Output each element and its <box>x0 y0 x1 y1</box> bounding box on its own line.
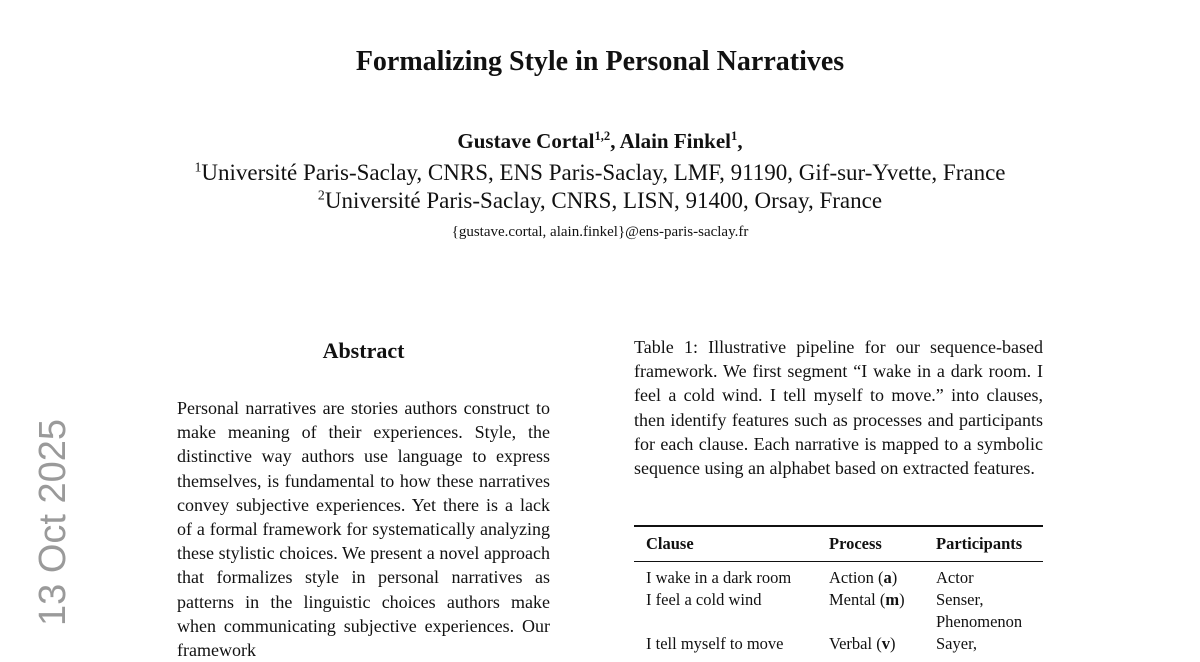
participants-cell: Sayer, <box>936 634 978 653</box>
paper-title: Formalizing Style in Personal Narratives <box>355 46 845 77</box>
author-affil-mark: 1,2 <box>594 129 611 143</box>
clause-cell: I feel a cold wind <box>646 590 762 609</box>
table-caption: Table 1: Illustrative pipeline for our sequence-based framework. We first segment “I wake in a dark room. I feel a cold wind. I tell myself to move.” into clauses, then identify features such as processes and participants for each clause. Each narrative is mapped to a symbolic sequence using an alphabet based on extracted features. <box>634 337 1043 479</box>
process-letter: a <box>883 568 892 587</box>
column-header-clause: Clause <box>634 526 817 562</box>
affiliation-mark: 2 <box>317 187 325 203</box>
process-name: Action <box>829 568 874 587</box>
affiliation-text: Université Paris-Saclay, CNRS, LISN, 91400, Orsay, France <box>324 188 883 213</box>
process-name: Mental <box>829 590 876 609</box>
pipeline-table <box>634 525 1043 655</box>
column-header-participants: Participants <box>924 526 1043 562</box>
affiliation-1 <box>0 160 1200 186</box>
table-row <box>634 589 1043 633</box>
table-row <box>634 562 1043 590</box>
author-name: Gustave Cortal <box>457 129 595 153</box>
author-email: {gustave.cortal, alain.finkel}@ens-paris-saclay.fr <box>451 224 749 240</box>
author-name: Alain Finkel <box>619 129 732 153</box>
affiliation-text: Université Paris-Saclay, CNRS, ENS Paris-Saclay, LMF, 91190, Gif-sur-Yvette, France <box>201 160 1006 185</box>
process-cell: Mental (m) <box>829 590 905 609</box>
participants-cell: Senser, Phenomenon <box>936 590 1023 631</box>
author-trailing-comma: , <box>737 129 743 153</box>
process-cell: Verbal (v) <box>829 634 896 653</box>
column-header-process: Process <box>817 526 924 562</box>
table-header-row <box>634 526 1043 562</box>
clause-cell: I wake in a dark room <box>646 568 792 587</box>
author-affil-mark: 1 <box>731 129 738 143</box>
author-separator: , <box>610 129 620 153</box>
abstract-body: Personal narratives are stories authors construct to make meaning of their experiences. Style, the distinctive way authors use language to express themselves, is fundamental to how these narratives convey subjective experiences. Yet there is a lack of a formal framework for systematically analyzing these stylistic choices. We present a novel approach that formalizes style in personal narratives as patterns in the linguistic choices authors make when communicating subjective experiences. Our framework <box>177 398 550 661</box>
participants-cell: Actor <box>936 568 974 587</box>
process-letter: v <box>881 634 890 653</box>
affiliation-2 <box>0 188 1200 214</box>
arxiv-date-watermark: 13 Oct 2025 <box>32 418 74 626</box>
clause-cell: I tell myself to move <box>646 634 784 653</box>
process-cell: Action (a) <box>829 568 898 587</box>
table-row <box>634 633 1043 655</box>
process-name: Verbal <box>829 634 873 653</box>
process-letter: m <box>885 590 900 609</box>
abstract-heading: Abstract <box>322 338 405 363</box>
author-list <box>0 129 1200 154</box>
affiliation-mark: 1 <box>194 159 202 175</box>
